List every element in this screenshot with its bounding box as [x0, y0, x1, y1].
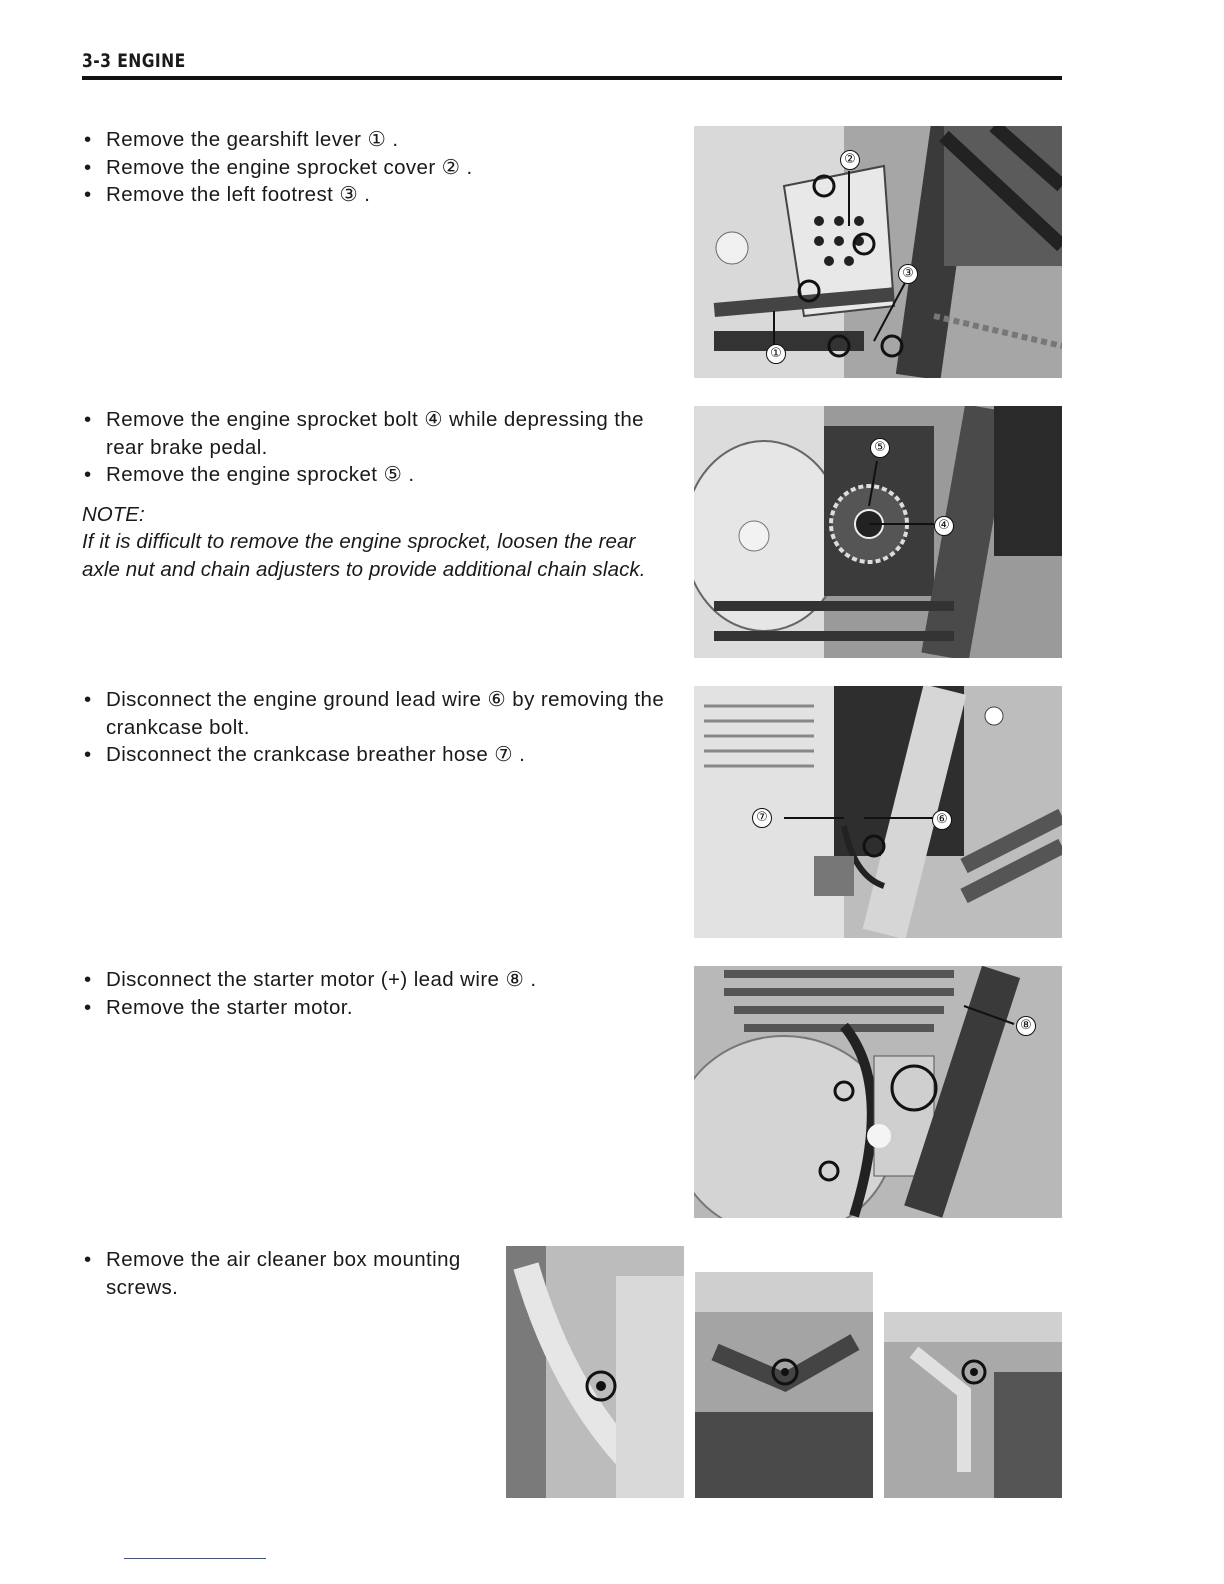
instruction-bullet: • Remove the left footrest ③ .: [82, 181, 672, 209]
step-2: [82, 406, 672, 583]
step-5: [82, 1246, 482, 1301]
callout-8: ⑧: [1016, 1016, 1036, 1036]
callout-7: ⑦: [752, 808, 772, 828]
instruction-bullet: • Remove the engine sprocket bolt ④ while depressing the rear brake pedal.: [82, 406, 672, 461]
instruction-bullet: • Disconnect the starter motor (+) lead wire ⑧ .: [82, 966, 672, 994]
callout-4: ④: [934, 516, 954, 536]
callout-1: ①: [766, 344, 786, 364]
instruction-bullet: • Remove the engine sprocket cover ② .: [82, 154, 672, 182]
photo-engine-sprocket: [694, 406, 1062, 658]
instruction-bullet: • Disconnect the engine ground lead wire ⑥ by removing the crankcase bolt.: [82, 686, 672, 741]
photo-ground-lead-breather-hose: [694, 686, 1062, 938]
photo-starter-motor: [694, 966, 1062, 1218]
callout-6: ⑥: [932, 810, 952, 830]
instruction-bullet: • Remove the air cleaner box mounting screws.: [82, 1246, 482, 1301]
page-header: [82, 48, 1062, 80]
instruction-bullet: • Remove the gearshift lever ① .: [82, 126, 672, 154]
photo-gearshift-sprocket-cover: [694, 126, 1062, 378]
footer-rule: [124, 1558, 266, 1559]
step-3: [82, 686, 672, 769]
note-heading: NOTE:: [82, 502, 145, 526]
photo-air-cleaner-screw-3: [884, 1312, 1062, 1498]
note-text: If it is difficult to remove the engine sprocket, loosen the rear axle nut and chain adjusters to provide additional chain slack.: [82, 530, 646, 581]
callout-5: ⑤: [870, 438, 890, 458]
callout-2: ②: [840, 150, 860, 170]
instruction-bullet: • Remove the engine sprocket ⑤ .: [82, 461, 672, 489]
photo-air-cleaner-screw-2: [695, 1272, 873, 1498]
step-1: [82, 126, 672, 209]
step-4: [82, 966, 672, 1021]
page-title: 3-3 ENGINE: [82, 50, 186, 72]
instruction-bullet: • Disconnect the crankcase breather hose ⑦ .: [82, 741, 672, 769]
instruction-bullet: • Remove the starter motor.: [82, 994, 672, 1022]
callout-3: ③: [898, 264, 918, 284]
photo-air-cleaner-screw-1: [506, 1246, 684, 1498]
